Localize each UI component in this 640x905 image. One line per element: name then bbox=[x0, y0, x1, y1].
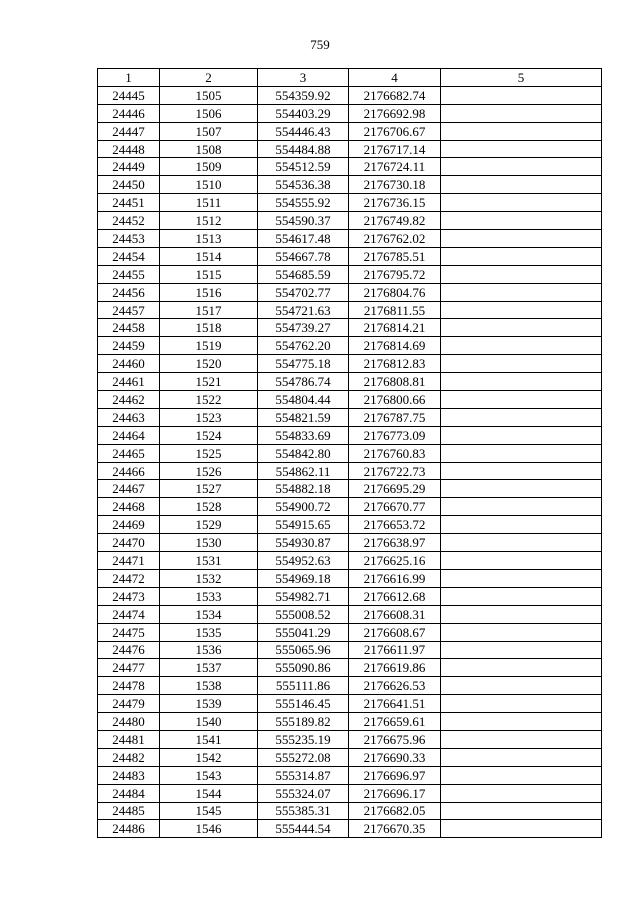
table-row bbox=[98, 802, 602, 820]
table-cell-col-4: 2176730.18 bbox=[349, 176, 441, 194]
table-cell-col-1: 24481 bbox=[98, 730, 160, 748]
table-row bbox=[98, 426, 602, 444]
table-cell-col-1: 24485 bbox=[98, 802, 160, 820]
table-cell-col-3: 554667.78 bbox=[258, 247, 349, 265]
table-cell-col-4: 2176785.51 bbox=[349, 247, 441, 265]
table-cell-col-2: 1519 bbox=[160, 337, 258, 355]
table-row bbox=[98, 534, 602, 552]
table-cell-col-5 bbox=[441, 802, 602, 820]
table-cell-col-1: 24459 bbox=[98, 337, 160, 355]
table-cell-col-4: 2176760.83 bbox=[349, 444, 441, 462]
table-cell-col-5 bbox=[441, 265, 602, 283]
table-cell-col-4: 2176619.86 bbox=[349, 659, 441, 677]
table-cell-col-1: 24477 bbox=[98, 659, 160, 677]
table-cell-col-5 bbox=[441, 623, 602, 641]
table-row bbox=[98, 695, 602, 713]
table-cell-col-1: 24474 bbox=[98, 605, 160, 623]
table-row bbox=[98, 820, 602, 838]
table-cell-col-1: 24447 bbox=[98, 122, 160, 140]
table-cell-col-5 bbox=[441, 444, 602, 462]
table-cell-col-5 bbox=[441, 426, 602, 444]
table-cell-col-2: 1523 bbox=[160, 408, 258, 426]
table-cell-col-3: 554862.11 bbox=[258, 462, 349, 480]
table-cell-col-1: 24449 bbox=[98, 158, 160, 176]
table-cell-col-1: 24450 bbox=[98, 176, 160, 194]
table-cell-col-2: 1538 bbox=[160, 677, 258, 695]
table-cell-col-3: 554804.44 bbox=[258, 391, 349, 409]
table-cell-col-3: 555065.96 bbox=[258, 641, 349, 659]
table-cell-col-3: 555385.31 bbox=[258, 802, 349, 820]
table-cell-col-3: 555008.52 bbox=[258, 605, 349, 623]
table-cell-col-2: 1515 bbox=[160, 265, 258, 283]
table-cell-col-2: 1513 bbox=[160, 230, 258, 248]
table-cell-col-2: 1508 bbox=[160, 140, 258, 158]
table-cell-col-2: 1527 bbox=[160, 480, 258, 498]
table-cell-col-4: 2176612.68 bbox=[349, 587, 441, 605]
table-cell-col-4: 2176626.53 bbox=[349, 677, 441, 695]
table-cell-col-1: 24470 bbox=[98, 534, 160, 552]
table-cell-col-1: 24480 bbox=[98, 713, 160, 731]
table-cell-col-3: 554775.18 bbox=[258, 355, 349, 373]
table-cell-col-1: 24467 bbox=[98, 480, 160, 498]
table-row bbox=[98, 355, 602, 373]
table-cell-col-5 bbox=[441, 534, 602, 552]
column-header-3: 3 bbox=[258, 69, 349, 87]
table-cell-col-5 bbox=[441, 373, 602, 391]
table-cell-col-1: 24471 bbox=[98, 552, 160, 570]
table-cell-col-2: 1511 bbox=[160, 194, 258, 212]
table-cell-col-5 bbox=[441, 552, 602, 570]
table-cell-col-2: 1545 bbox=[160, 802, 258, 820]
table-cell-col-1: 24451 bbox=[98, 194, 160, 212]
table-cell-col-2: 1509 bbox=[160, 158, 258, 176]
table-cell-col-3: 554762.20 bbox=[258, 337, 349, 355]
table-cell-col-4: 2176653.72 bbox=[349, 516, 441, 534]
table-cell-col-3: 554590.37 bbox=[258, 212, 349, 230]
table-cell-col-4: 2176659.61 bbox=[349, 713, 441, 731]
table-cell-col-3: 555189.82 bbox=[258, 713, 349, 731]
table-cell-col-1: 24465 bbox=[98, 444, 160, 462]
table-cell-col-4: 2176804.76 bbox=[349, 283, 441, 301]
table-cell-col-3: 555235.19 bbox=[258, 730, 349, 748]
table-row bbox=[98, 623, 602, 641]
table-cell-col-1: 24463 bbox=[98, 408, 160, 426]
table-cell-col-4: 2176675.96 bbox=[349, 730, 441, 748]
table-cell-col-1: 24466 bbox=[98, 462, 160, 480]
table-cell-col-2: 1542 bbox=[160, 748, 258, 766]
table-cell-col-4: 2176682.74 bbox=[349, 86, 441, 104]
table-cell-col-2: 1539 bbox=[160, 695, 258, 713]
table-cell-col-4: 2176811.55 bbox=[349, 301, 441, 319]
table-cell-col-5 bbox=[441, 230, 602, 248]
table-cell-col-2: 1506 bbox=[160, 104, 258, 122]
table-cell-col-3: 554702.77 bbox=[258, 283, 349, 301]
table-cell-col-5 bbox=[441, 569, 602, 587]
table-cell-col-1: 24484 bbox=[98, 784, 160, 802]
table-row bbox=[98, 301, 602, 319]
table-cell-col-3: 554821.59 bbox=[258, 408, 349, 426]
table-cell-col-4: 2176773.09 bbox=[349, 426, 441, 444]
table-row bbox=[98, 122, 602, 140]
table-cell-col-2: 1536 bbox=[160, 641, 258, 659]
table-cell-col-5 bbox=[441, 462, 602, 480]
table-cell-col-1: 24479 bbox=[98, 695, 160, 713]
column-header-2: 2 bbox=[160, 69, 258, 87]
table-cell-col-2: 1512 bbox=[160, 212, 258, 230]
table-row bbox=[98, 784, 602, 802]
table-cell-col-1: 24461 bbox=[98, 373, 160, 391]
column-header-5: 5 bbox=[441, 69, 602, 87]
table-cell-col-1: 24469 bbox=[98, 516, 160, 534]
table-cell-col-3: 555146.45 bbox=[258, 695, 349, 713]
table-cell-col-1: 24464 bbox=[98, 426, 160, 444]
table-cell-col-5 bbox=[441, 86, 602, 104]
table-cell-col-4: 2176800.66 bbox=[349, 391, 441, 409]
table-cell-col-4: 2176625.16 bbox=[349, 552, 441, 570]
table-row bbox=[98, 391, 602, 409]
table-row bbox=[98, 659, 602, 677]
table-cell-col-3: 555090.86 bbox=[258, 659, 349, 677]
table-row bbox=[98, 337, 602, 355]
table-cell-col-2: 1518 bbox=[160, 319, 258, 337]
table-cell-col-3: 555444.54 bbox=[258, 820, 349, 838]
table-cell-col-5 bbox=[441, 194, 602, 212]
table-cell-col-1: 24460 bbox=[98, 355, 160, 373]
table-row bbox=[98, 408, 602, 426]
table-cell-col-3: 554969.18 bbox=[258, 569, 349, 587]
table-cell-col-4: 2176638.97 bbox=[349, 534, 441, 552]
table-cell-col-4: 2176692.98 bbox=[349, 104, 441, 122]
table-cell-col-5 bbox=[441, 713, 602, 731]
table-cell-col-1: 24462 bbox=[98, 391, 160, 409]
table-cell-col-3: 554882.18 bbox=[258, 480, 349, 498]
table-cell-col-5 bbox=[441, 480, 602, 498]
table-cell-col-2: 1520 bbox=[160, 355, 258, 373]
table-cell-col-3: 554617.48 bbox=[258, 230, 349, 248]
table-cell-col-5 bbox=[441, 176, 602, 194]
table-row bbox=[98, 104, 602, 122]
table-cell-col-1: 24475 bbox=[98, 623, 160, 641]
table-row bbox=[98, 86, 602, 104]
table-row bbox=[98, 730, 602, 748]
table-cell-col-5 bbox=[441, 516, 602, 534]
table-cell-col-3: 554512.59 bbox=[258, 158, 349, 176]
table-cell-col-2: 1507 bbox=[160, 122, 258, 140]
table-cell-col-1: 24452 bbox=[98, 212, 160, 230]
table-cell-col-1: 24458 bbox=[98, 319, 160, 337]
table-cell-col-1: 24457 bbox=[98, 301, 160, 319]
table-cell-col-3: 554930.87 bbox=[258, 534, 349, 552]
table-row bbox=[98, 194, 602, 212]
table-cell-col-4: 2176670.77 bbox=[349, 498, 441, 516]
table-cell-col-3: 554952.63 bbox=[258, 552, 349, 570]
table-row bbox=[98, 552, 602, 570]
table-cell-col-4: 2176682.05 bbox=[349, 802, 441, 820]
table-cell-col-4: 2176717.14 bbox=[349, 140, 441, 158]
table-row bbox=[98, 605, 602, 623]
table-cell-col-2: 1531 bbox=[160, 552, 258, 570]
table-cell-col-5 bbox=[441, 784, 602, 802]
table-cell-col-4: 2176641.51 bbox=[349, 695, 441, 713]
table-cell-col-2: 1534 bbox=[160, 605, 258, 623]
table-row bbox=[98, 230, 602, 248]
table-cell-col-3: 554484.88 bbox=[258, 140, 349, 158]
table-header-row bbox=[98, 69, 602, 87]
table-cell-col-4: 2176696.97 bbox=[349, 766, 441, 784]
table-cell-col-1: 24453 bbox=[98, 230, 160, 248]
table-cell-col-4: 2176608.67 bbox=[349, 623, 441, 641]
table-cell-col-5 bbox=[441, 301, 602, 319]
table-cell-col-5 bbox=[441, 677, 602, 695]
table-cell-col-1: 24445 bbox=[98, 86, 160, 104]
page-number: 759 bbox=[310, 37, 330, 52]
table-row bbox=[98, 283, 602, 301]
table-cell-col-1: 24482 bbox=[98, 748, 160, 766]
table-cell-col-3: 554900.72 bbox=[258, 498, 349, 516]
table-row bbox=[98, 569, 602, 587]
table-row bbox=[98, 265, 602, 283]
table-cell-col-1: 24473 bbox=[98, 587, 160, 605]
table-cell-col-2: 1530 bbox=[160, 534, 258, 552]
table-cell-col-3: 554403.29 bbox=[258, 104, 349, 122]
table-cell-col-1: 24454 bbox=[98, 247, 160, 265]
table-cell-col-4: 2176696.17 bbox=[349, 784, 441, 802]
table-cell-col-3: 554786.74 bbox=[258, 373, 349, 391]
table-cell-col-4: 2176749.82 bbox=[349, 212, 441, 230]
table-cell-col-5 bbox=[441, 730, 602, 748]
table-cell-col-2: 1522 bbox=[160, 391, 258, 409]
table-cell-col-3: 554446.43 bbox=[258, 122, 349, 140]
table-row bbox=[98, 444, 602, 462]
table-cell-col-5 bbox=[441, 820, 602, 838]
table-row bbox=[98, 480, 602, 498]
table-cell-col-2: 1532 bbox=[160, 569, 258, 587]
table-row bbox=[98, 140, 602, 158]
table-cell-col-2: 1529 bbox=[160, 516, 258, 534]
table-cell-col-4: 2176812.83 bbox=[349, 355, 441, 373]
table-cell-col-3: 555314.87 bbox=[258, 766, 349, 784]
table-row bbox=[98, 713, 602, 731]
table-cell-col-2: 1544 bbox=[160, 784, 258, 802]
table-cell-col-4: 2176608.31 bbox=[349, 605, 441, 623]
table-cell-col-1: 24456 bbox=[98, 283, 160, 301]
table-cell-col-1: 24468 bbox=[98, 498, 160, 516]
table-cell-col-3: 554739.27 bbox=[258, 319, 349, 337]
table-cell-col-5 bbox=[441, 408, 602, 426]
table-cell-col-2: 1541 bbox=[160, 730, 258, 748]
table-cell-col-5 bbox=[441, 283, 602, 301]
table-cell-col-5 bbox=[441, 391, 602, 409]
table-cell-col-2: 1510 bbox=[160, 176, 258, 194]
table-cell-col-4: 2176670.35 bbox=[349, 820, 441, 838]
table-cell-col-1: 24448 bbox=[98, 140, 160, 158]
table-cell-col-5 bbox=[441, 605, 602, 623]
table-cell-col-1: 24472 bbox=[98, 569, 160, 587]
table-cell-col-3: 555041.29 bbox=[258, 623, 349, 641]
column-header-1: 1 bbox=[98, 69, 160, 87]
table-cell-col-1: 24478 bbox=[98, 677, 160, 695]
table-cell-col-1: 24455 bbox=[98, 265, 160, 283]
table-row bbox=[98, 158, 602, 176]
table-row bbox=[98, 498, 602, 516]
table-cell-col-3: 554536.38 bbox=[258, 176, 349, 194]
table-cell-col-3: 554721.63 bbox=[258, 301, 349, 319]
table-row bbox=[98, 641, 602, 659]
table-cell-col-1: 24476 bbox=[98, 641, 160, 659]
table-cell-col-3: 554833.69 bbox=[258, 426, 349, 444]
table-cell-col-5 bbox=[441, 337, 602, 355]
table-cell-col-5 bbox=[441, 659, 602, 677]
table-row bbox=[98, 462, 602, 480]
table-cell-col-4: 2176724.11 bbox=[349, 158, 441, 176]
table-cell-col-2: 1521 bbox=[160, 373, 258, 391]
table-cell-col-5 bbox=[441, 212, 602, 230]
table-cell-col-2: 1517 bbox=[160, 301, 258, 319]
table-cell-col-4: 2176706.67 bbox=[349, 122, 441, 140]
table-row bbox=[98, 677, 602, 695]
table-cell-col-4: 2176795.72 bbox=[349, 265, 441, 283]
table-cell-col-2: 1537 bbox=[160, 659, 258, 677]
table-cell-col-2: 1540 bbox=[160, 713, 258, 731]
table-body bbox=[98, 86, 602, 837]
table-cell-col-2: 1528 bbox=[160, 498, 258, 516]
table-cell-col-3: 554915.65 bbox=[258, 516, 349, 534]
table-cell-col-2: 1533 bbox=[160, 587, 258, 605]
table-cell-col-2: 1524 bbox=[160, 426, 258, 444]
table-cell-col-2: 1543 bbox=[160, 766, 258, 784]
table-cell-col-2: 1535 bbox=[160, 623, 258, 641]
table-cell-col-3: 554982.71 bbox=[258, 587, 349, 605]
table-cell-col-3: 554359.92 bbox=[258, 86, 349, 104]
table-cell-col-5 bbox=[441, 140, 602, 158]
table-cell-col-4: 2176762.02 bbox=[349, 230, 441, 248]
table-cell-col-5 bbox=[441, 319, 602, 337]
table-cell-col-2: 1525 bbox=[160, 444, 258, 462]
table-cell-col-2: 1516 bbox=[160, 283, 258, 301]
table-cell-col-4: 2176736.15 bbox=[349, 194, 441, 212]
table-cell-col-3: 555324.07 bbox=[258, 784, 349, 802]
table-row bbox=[98, 748, 602, 766]
table-cell-col-3: 554842.80 bbox=[258, 444, 349, 462]
table-cell-col-4: 2176722.73 bbox=[349, 462, 441, 480]
table-cell-col-4: 2176808.81 bbox=[349, 373, 441, 391]
table-cell-col-4: 2176611.97 bbox=[349, 641, 441, 659]
table-cell-col-5 bbox=[441, 122, 602, 140]
table-cell-col-5 bbox=[441, 748, 602, 766]
table-cell-col-5 bbox=[441, 587, 602, 605]
table-cell-col-1: 24483 bbox=[98, 766, 160, 784]
table-cell-col-4: 2176814.69 bbox=[349, 337, 441, 355]
table-cell-col-2: 1505 bbox=[160, 86, 258, 104]
table-row bbox=[98, 212, 602, 230]
table-cell-col-2: 1526 bbox=[160, 462, 258, 480]
table-row bbox=[98, 319, 602, 337]
table-cell-col-5 bbox=[441, 498, 602, 516]
table-cell-col-4: 2176787.75 bbox=[349, 408, 441, 426]
table-cell-col-2: 1546 bbox=[160, 820, 258, 838]
table-cell-col-5 bbox=[441, 641, 602, 659]
table-row bbox=[98, 373, 602, 391]
table-row bbox=[98, 766, 602, 784]
table-cell-col-5 bbox=[441, 695, 602, 713]
table-row bbox=[98, 587, 602, 605]
table-row bbox=[98, 176, 602, 194]
table-cell-col-4: 2176814.21 bbox=[349, 319, 441, 337]
table-cell-col-3: 555111.86 bbox=[258, 677, 349, 695]
column-header-4: 4 bbox=[349, 69, 441, 87]
table-cell-col-3: 554685.59 bbox=[258, 265, 349, 283]
table-cell-col-5 bbox=[441, 247, 602, 265]
table-cell-col-2: 1514 bbox=[160, 247, 258, 265]
table-cell-col-4: 2176616.99 bbox=[349, 569, 441, 587]
table-cell-col-3: 555272.08 bbox=[258, 748, 349, 766]
table-cell-col-5 bbox=[441, 158, 602, 176]
table-row bbox=[98, 516, 602, 534]
table-cell-col-5 bbox=[441, 355, 602, 373]
table-cell-col-5 bbox=[441, 104, 602, 122]
table-cell-col-1: 24446 bbox=[98, 104, 160, 122]
table-cell-col-5 bbox=[441, 766, 602, 784]
table-cell-col-4: 2176695.29 bbox=[349, 480, 441, 498]
table-cell-col-1: 24486 bbox=[98, 820, 160, 838]
table-row bbox=[98, 247, 602, 265]
table-cell-col-3: 554555.92 bbox=[258, 194, 349, 212]
coordinates-table bbox=[97, 68, 602, 838]
table-cell-col-4: 2176690.33 bbox=[349, 748, 441, 766]
